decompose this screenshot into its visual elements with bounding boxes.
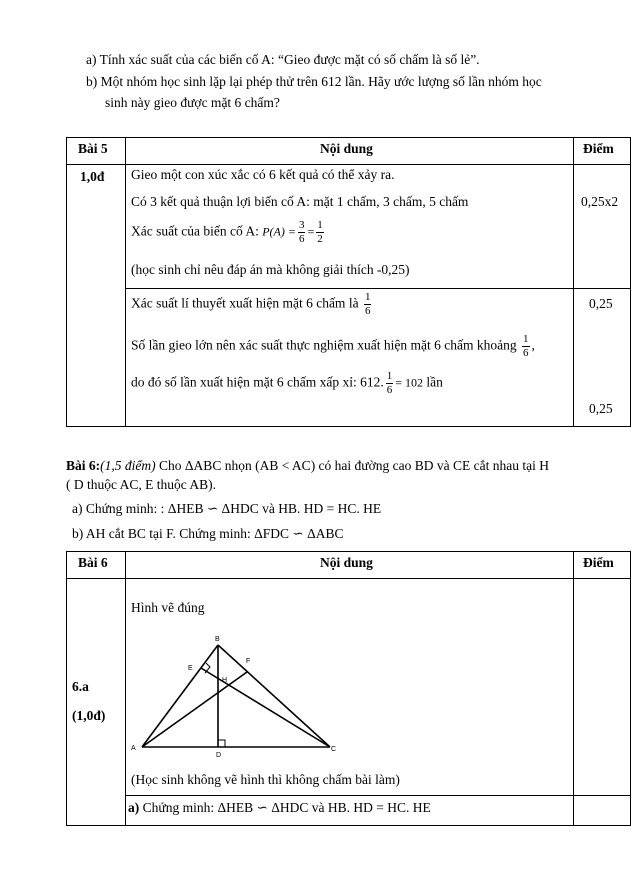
bai6-statement: Bài 6:(1,5 điểm) Cho ΔABC nhọn (AB < AC) có hai đường cao BD và CE cắt nhau tại H <box>66 458 549 473</box>
bai6-statement2: ( D thuộc AC, E thuộc AB). <box>66 477 216 492</box>
fraction-3-6: $\frac{3}{6}$ <box>298 219 305 245</box>
question-b-line1: b) Một nhóm học sinh lặp lại phép thử trên 612 lần. Hãy ước lượng số lần nhóm học <box>86 74 542 89</box>
bai5-score-label: 1,0đ <box>80 169 105 184</box>
r1-line2: Có 3 kết quả thuận lợi biến cố A: mặt 1 chấm, 3 chấm, 5 chấm <box>131 194 469 209</box>
question-a: a) Tính xác suất của các biến cố A: “Gieo được mặt có số chấm là số lẻ”. <box>86 52 480 67</box>
line-af <box>142 672 247 747</box>
fraction-1-2: $\frac{1}{2}$ <box>317 219 323 245</box>
part-6a: 6.a <box>72 679 89 694</box>
proof-a: a) Chứng minh: ΔHEB ∽ ΔHDC và HB. HD = HC. HE <box>128 800 431 815</box>
side-bc <box>218 645 330 747</box>
hinh-ve-dung: Hình vẽ đúng <box>131 600 205 615</box>
header-diem: Điểm <box>583 141 614 156</box>
part-6a-score: (1,0đ) <box>72 708 106 723</box>
fraction-1-6-c: $\frac{1}{6}$ <box>386 370 393 396</box>
r2-score1: 0,25 <box>589 296 613 311</box>
label-f: F <box>246 658 251 665</box>
r2-line1: Xác suất lí thuyết xuất hiện mặt 6 chấm là $\frac{1}{6}$ <box>131 291 371 317</box>
bai6-part-b: b) AH cắt BC tại F. Chứng minh: ΔFDC ∽ ΔABC <box>72 526 344 541</box>
r1-line3: Xác suất của biến cố A: P(A) = $\frac{3}{6}$ = $\frac{1}{2}$ <box>131 219 323 245</box>
note-hinh: (Học sinh không vẽ hình thì không chấm bài làm) <box>131 772 400 787</box>
r1-line1: Gieo một con xúc xắc có 6 kết quả có thể xảy ra. <box>131 167 395 182</box>
bai6-part-a: a) Chứng minh: : ΔHEB ∽ ΔHDC và HB. HD = HC. HE <box>72 501 382 516</box>
r2-score2: 0,25 <box>589 401 613 416</box>
label-e: E <box>188 665 193 672</box>
fraction-1-6: $\frac{1}{6}$ <box>364 291 371 317</box>
header6-noidung: Nội dung <box>320 555 373 570</box>
altitude-ce <box>201 668 330 747</box>
r2-line3: do đó số lần xuất hiện mặt 6 chấm xấp xỉ: 612. $\frac{1}{6}$ = 102 lần <box>131 370 443 396</box>
r1-line4: (học sinh chỉ nêu đáp án mà không giải thích -0,25) <box>131 262 410 277</box>
label-b: B <box>215 636 220 643</box>
fraction-1-6-b: $\frac{1}{6}$ <box>523 333 529 359</box>
header-bai: Bài 5 <box>78 141 108 156</box>
label-d: D <box>216 752 222 759</box>
r2-line2: Số lần gieo lớn nên xác suất thực nghiệm xuất hiện mặt 6 chấm khoảng $\frac{1}{6}$ , <box>131 333 535 359</box>
label-h: H <box>222 677 228 684</box>
label-a: A <box>131 745 136 752</box>
triangle-figure <box>125 630 345 765</box>
side-ab <box>142 645 218 747</box>
header-noidung: Nội dung <box>320 141 373 156</box>
label-c: C <box>331 746 337 753</box>
header6-bai: Bài 6 <box>78 555 108 570</box>
header6-diem: Điểm <box>583 555 614 570</box>
right-angle-d <box>218 740 225 747</box>
r1-score: 0,25x2 <box>581 194 619 209</box>
question-b-line2: sinh này gieo được mặt 6 chấm? <box>105 95 280 110</box>
